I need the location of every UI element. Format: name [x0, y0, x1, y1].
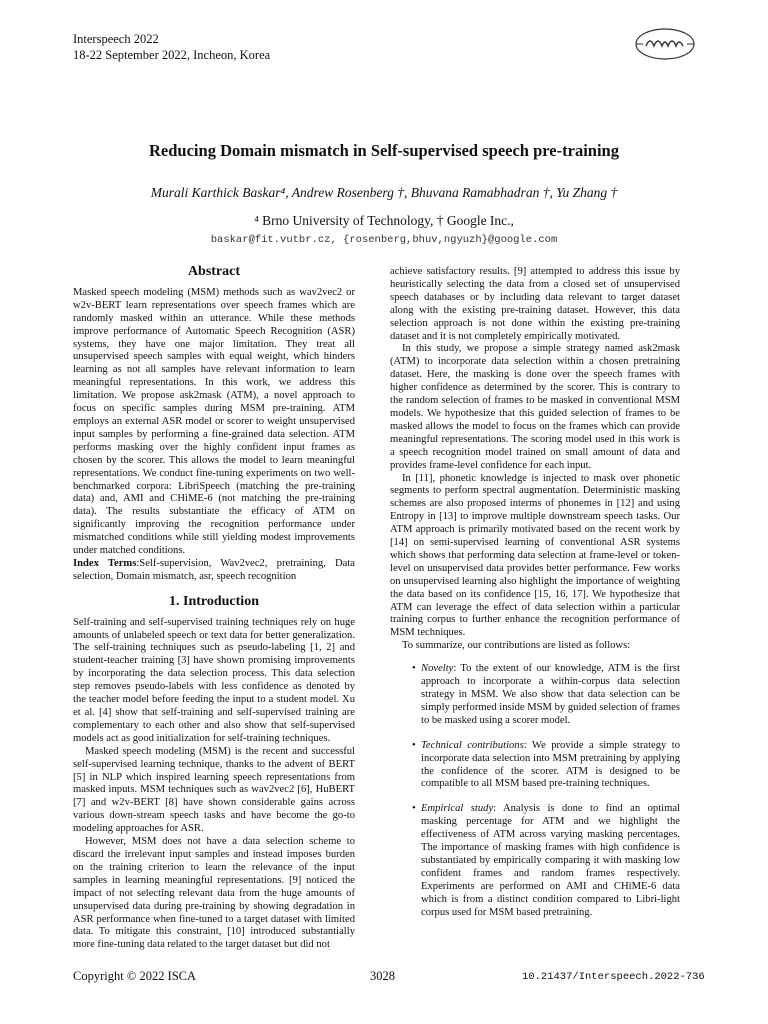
intro-paragraph-4: achieve satisfactory results. [9] attempted to address this issue by heuristically selecting the data from a closed set of unsupervised speech databases or by including data relevant to target dataset along with the existing pre-training dataset. However, this data selection approach is not done within the existing pre-training dataset and it is not completely empirically motivated.: [390, 266, 680, 342]
left-column: [73, 266, 355, 952]
list-item: [390, 803, 680, 919]
bullet-icon: •: [412, 739, 416, 751]
list-item: [390, 740, 680, 792]
bullet-icon: •: [412, 803, 416, 815]
author-list: Murali Karthick Baskar⁴, Andrew Rosenberg †, Bhuvana Ramabhadran †, Yu Zhang †: [150, 185, 618, 200]
introduction-heading: 1. Introduction: [169, 593, 259, 609]
bullet-term: Novelty: [421, 663, 454, 675]
conference-header: [73, 31, 270, 63]
intro-paragraph-2: Masked speech modeling (MSM) is the recent and successful self-supervised learning technique, thanks to the advent of BERT [5] in NLP which inspired learning speech representations from masked inputs. MSM techniques such as wav2vec2 [6], HuBERT [7] and w2v-BERT [8] have shown considerable gains across various down-stream speech tasks and have become the go-to modeling approaches for ASR.: [73, 745, 355, 835]
list-item: [390, 663, 680, 728]
index-terms-text: :Self-supervision, Wav2vec2, pretraining, Data selection, Domain mismatch, asr, speech recognition: [73, 557, 355, 582]
abstract-body: Masked speech modeling (MSM) methods such as wav2vec2 or w2v-BERT learn representations over speech frames which are randomly masked within an utterance. While these methods improve performance of Automatic Speech Recognition (ASR) systems, they have one major limitation. They treat all unsupervised speech samples with equal weight, which hinders learning as not all samples have relevant information to learn meaningful representations. In this work, we address this limitation. We propose ask2mask (ATM), a novel approach to focus on specific samples during MSM pre-training. ATM employs an external ASR model or scorer to weight unsupervised input samples by performing a fine-grained data selection. ATM performs masking over the highly confident input frames as chosen by the scorer. This allows the model to learn meaningful representations. We conduct fine-tuning experiments on two well-benchmarked corpora: LibriSpeech (matching the pre-training data) and, AMI and CHiME-6 (not matching the pre-training data). The results substantiate the efficacy of ATM on significantly improving the recognition performance under mismatched conditions while still yielding modest improvements under matched conditions.: [73, 286, 355, 557]
page-number: 3028: [370, 969, 395, 983]
bullet-text: : To the extent of our knowledge, ATM is the first approach to incorporate a within-corpus data selection strategy in MSM. We also show that data selection can be simply performed inside MSM by guided selection of frames to be masked using a scorer model.: [421, 663, 680, 726]
copyright-notice: Copyright © 2022 ISCA: [73, 969, 197, 983]
bullet-text: : We provide a simple strategy to incorporate data selection into MSM pretraining by applying the confidence of the scorer. ATM is designed to be compatible to all MSM based pre-training techniques.: [421, 739, 680, 790]
intro-paragraph-6: In [11], phonetic knowledge is injected to mask over phonetic segments to perform spectral augmentation. Deterministic masking schemes are also proposed interms of phonemes in [12] and using Entropy in [13] to improve multiple downstream speech tasks. Our ATM approach is primarily motivated based on the recent work by [14] on semi-supervised learning of conventional ASR systems which shows that performing data selection at frame-level or token-level on unsupervised data provides better performance. Few works on unsupervised learning also highlight the importance of weighting the data based on its confidence [15, 16, 17]. We hypothesize that ATM can leverage the effect of data selection within a particular training corpus to further enhance the recognition performance of MSM techniques.: [390, 472, 680, 639]
bullet-text: : Analysis is done to find an optimal masking percentage for ATM and we highlight the effectiveness of ATM across varying masking percentages. The importance of masking frames with high confidence is substantiated by empirically comparing it with masking low confident frames and random frames respectively. Experiments are performed on AMI and CHiME-6 data which is from a distinct condition compared to Libri-light corpus used for MSM based pretraining.: [421, 803, 680, 918]
index-terms-label: Index Terms: [73, 557, 137, 569]
author-emails: baskar@fit.vutbr.cz, {rosenberg,bhuv,ngyuzh}@google.com: [210, 234, 558, 246]
intro-paragraph-3: However, MSM does not have a data selection scheme to discard the irrelevant input samples and instead imposes burden on the training criterion to learn the relevance of the input samples in learning meaningful representations. [9] noticed the impact of not selecting relevant data from the huge amounts of unsupervised data during pre-training by showing degradation in ASR performance when fine-tuned to a target dataset with limited data. To mitigate this constraint, [10] introduced substantially more fine-tuning data related to the target dataset but did not: [73, 836, 355, 951]
right-column: [390, 266, 680, 932]
intro-paragraph-5: In this study, we propose a simple strategy named ask2mask (ATM) to incorporate data selection within a chosen pretraining dataset. Here, the masking is done over the speech frames with higher confidence as determined by the scorer. This is contrary to the random selection of frames to be masked in conventional MSM models. We hypothesize that this guided selection of frames to be masked allows the model to focus on the frames which can provide meaningful representations. The scoring model used in this work is a speech recognition model trained on small amount of data and provides frame-level confidence for each input.: [390, 343, 680, 471]
isca-logo-icon: [634, 26, 696, 62]
index-terms: [73, 558, 355, 584]
paper-title: Reducing Domain mismatch in Self-supervised speech pre-training: [149, 141, 619, 160]
conference-location: 18-22 September 2022, Incheon, Korea: [73, 48, 271, 62]
conference-name: Interspeech 2022: [73, 32, 159, 46]
abstract-heading: Abstract: [187, 264, 241, 279]
bullet-term: Technical contributions: [421, 739, 524, 751]
intro-paragraph-7: To summarize, our contributions are listed as follows:: [402, 640, 631, 652]
affiliations: ⁴ Brno University of Technology, † Google Inc.,: [254, 213, 514, 228]
bullet-icon: •: [412, 663, 416, 675]
intro-paragraph-1: Self-training and self-supervised training techniques rely on huge amounts of unlabeled speech or text data for better generalization. The self-training techniques such as pseudo-labeling [1, 2] and student-teacher training [3] have shown promising improvements by incorporating the data selection process. This data selection step removes pseudo-labels with less confidence as denoted by the teacher model before feeding the input to a student model. Xu et al. [4] show that self-training and self-supervised training are complementary to each other and also show that self-supervised models act as good initialization for self-training techniques.: [73, 616, 355, 744]
doi-text: 10.21437/Interspeech.2022-736: [522, 971, 705, 983]
contributions-list: [390, 663, 680, 919]
bullet-term: Empirical study: [421, 803, 494, 815]
